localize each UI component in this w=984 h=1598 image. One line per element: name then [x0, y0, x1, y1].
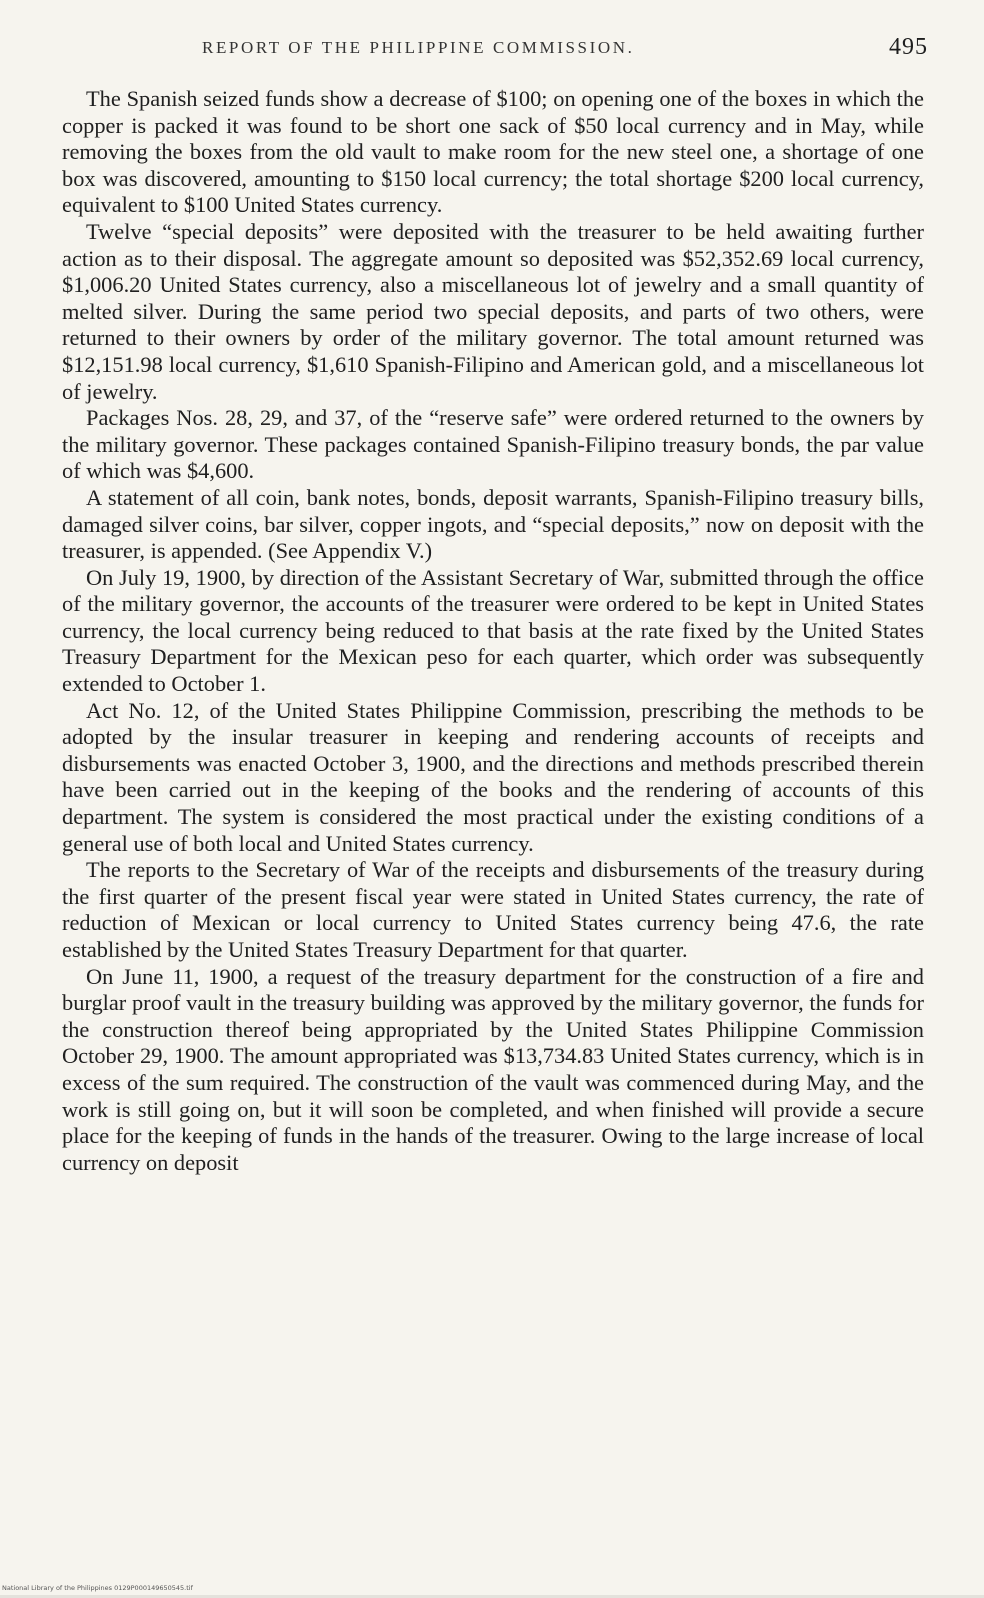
- paragraph-accounts-currency: On July 19, 1900, by direction of the Assistant Secretary of War, submitted through the office of the military governor, the accounts of the treasurer were ordered to be kept in United States currency, the local currency being reduced to that basis at the rate fixed by the United States Treasury Department for the Mexican peso for each quarter, which order was subsequently extended to October 1.: [62, 564, 924, 697]
- scan-source-note: National Library of the Philippines 0129P000149650545.tif: [2, 1584, 193, 1592]
- paragraph-vault-construction: On June 11, 1900, a request of the treasury department for the construction of a fire and burglar proof vault in the treasury building was approved by the military governor, the funds for the construction thereof being appropriated by the United States Philippine Commission October 29, 1900. The amount appropriated was $13,734.83 United States currency, which is in excess of the sum required. The construction of the vault was commenced during May, and the work is still going on, but it will soon be completed, and when finished will provide a secure place for the keeping of funds in the hands of the treasurer. Owing to the large increase of local currency on deposit: [62, 963, 924, 1175]
- paragraph-act-no-12: Act No. 12, of the United States Philippine Commission, prescribing the methods to be adopted by the insular treasurer in keeping and rendering accounts of receipts and disbursements was enacted October 3, 1900, and the directions and methods prescribed therein have been carried out in the keeping of the books and the rendering of accounts of this department. The system is considered the most practical under the existing conditions of a general use of both local and United States currency.: [62, 697, 924, 856]
- body-text: [62, 86, 924, 1176]
- paragraph-quarterly-reports: The reports to the Secretary of War of the receipts and disbursements of the treasury during the first quarter of the present fiscal year were stated in United States currency, the rate of reduction of Mexican or local currency to United States currency being 47.6, the rate established by the United States Treasury Department for that quarter.: [62, 857, 924, 962]
- paragraph-special-deposits: Twelve “special deposits” were deposited with the treasurer to be held awaiting further action as to their disposal. The aggregate amount so deposited was $52,352.69 local currency, $1,006.20 United States currency, also a miscellaneous lot of jewelry and a small quantity of melted silver. During the same period two special deposits, and parts of two others, were returned to their owners by order of the military governor. The total amount returned was $12,151.98 local currency, $1,610 Spanish-Filipino and American gold, and a miscellaneous lot of jewelry.: [62, 218, 924, 404]
- paragraph-reserve-safe-packages: Packages Nos. 28, 29, and 37, of the “reserve safe” were ordered returned to the owners by the military governor. These packages contained Spanish-Filipino treasury bonds, the par value of which was $4,600.: [62, 405, 924, 484]
- running-head: REPORT OF THE PHILIPPINE COMMISSION.: [202, 38, 635, 57]
- page-number: 495: [889, 34, 928, 60]
- paragraph-deposit-statement: A statement of all coin, bank notes, bonds, deposit warrants, Spanish-Filipino treasury bills, damaged silver coins, bar silver, copper ingots, and “special deposits,” now on deposit with the treasurer, is appended. (See Appendix V.): [62, 484, 924, 564]
- paragraph-spanish-seized-funds: The Spanish seized funds show a decrease of $100; on opening one of the boxes in which the copper is packed it was found to be short one sack of $50 local currency and in May, while removing the boxes from the old vault to make room for the new steel one, a shortage of one box was discovered, amounting to $150 local currency; the total shortage $200 local currency, equivalent to $100 United States currency.: [62, 86, 924, 218]
- page-header: [62, 34, 928, 64]
